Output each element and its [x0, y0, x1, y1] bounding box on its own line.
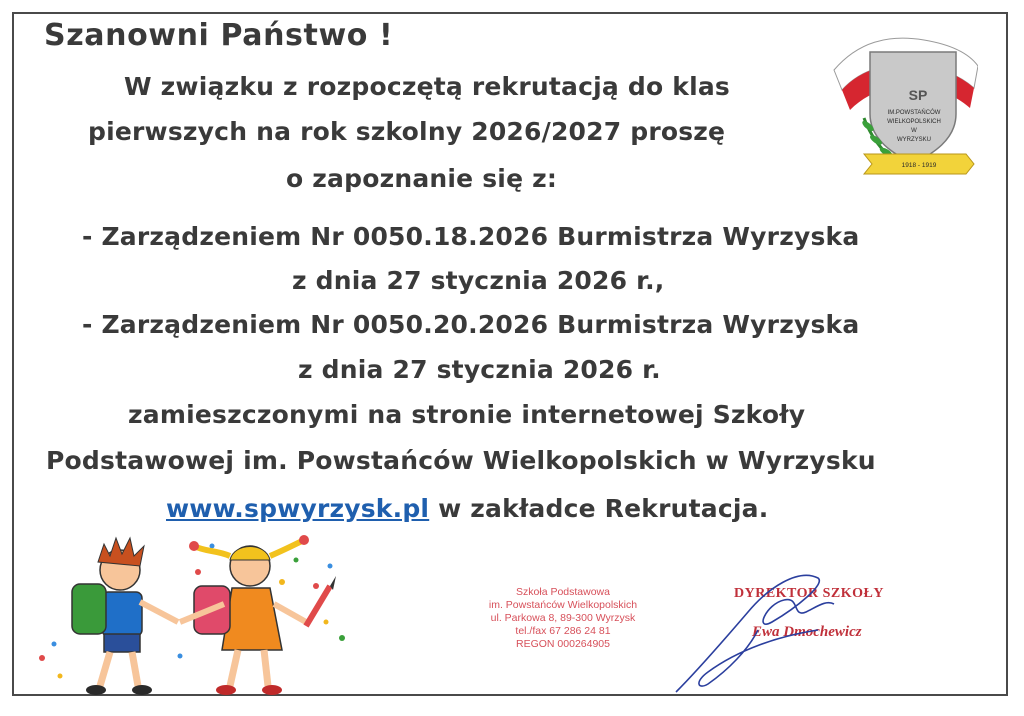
letter-line-5: z dnia 27 stycznia 2026 r., [292, 266, 665, 295]
logo-years: 1918 - 1919 [901, 162, 937, 169]
school-stamp [478, 586, 648, 651]
stamp-line-4: tel./fax 67 286 24 81 [515, 625, 611, 637]
director-signature [668, 560, 858, 700]
letter-line-10 [166, 494, 768, 523]
letter-line-6: - Zarządzeniem Nr 0050.20.2026 Burmistrza Wyrzyska [82, 310, 860, 339]
stamp-line-3: ul. Parkowa 8, 89-300 Wyrzysk [490, 612, 636, 624]
logo-text-line-2: WIELKOPOLSKICH [887, 119, 941, 125]
greeting-heading: Szanowni Państwo ! [44, 18, 394, 53]
letter-line-7: z dnia 27 stycznia 2026 r. [298, 355, 661, 384]
letter-line-2: pierwszych na rok szkolny 2026/2027 proszę [88, 117, 726, 146]
logo-text-line-4: WYRZYSKU [896, 137, 932, 143]
stamp-line-1: Szkoła Podstawowa [516, 586, 610, 598]
stamp-line-2: im. Powstańców Wielkopolskich [488, 599, 638, 611]
logo-initials: SP [908, 87, 928, 103]
stamp-line-5: REGON 000264905 [516, 638, 610, 650]
letter-line-3: o zapoznanie się z: [286, 164, 558, 193]
logo-text-line-1: IM.POWSTAŃCÓW [887, 110, 941, 116]
school-website-link[interactable]: www.spwyrzysk.pl [166, 494, 430, 523]
letter-line-1: W związku z rozpoczętą rekrutacją do klas [124, 72, 731, 101]
letter-line-8: zamieszczonymi na stronie internetowej Szkoły [128, 400, 806, 429]
letter-line-9: Podstawowej im. Powstańców Wielkopolskich w Wyrzysku [46, 446, 876, 475]
school-logo [828, 22, 978, 182]
children-illustration [30, 526, 360, 698]
director-title: DYREKTOR SZKOŁY [734, 586, 884, 601]
letter-line-4: - Zarządzeniem Nr 0050.18.2026 Burmistrza Wyrzyska [82, 222, 860, 251]
director-name: Ewa Dmochewicz [752, 624, 862, 640]
link-suffix-text: w zakładce Rekrutacja. [429, 494, 769, 523]
logo-text-line-3: W [911, 128, 917, 134]
